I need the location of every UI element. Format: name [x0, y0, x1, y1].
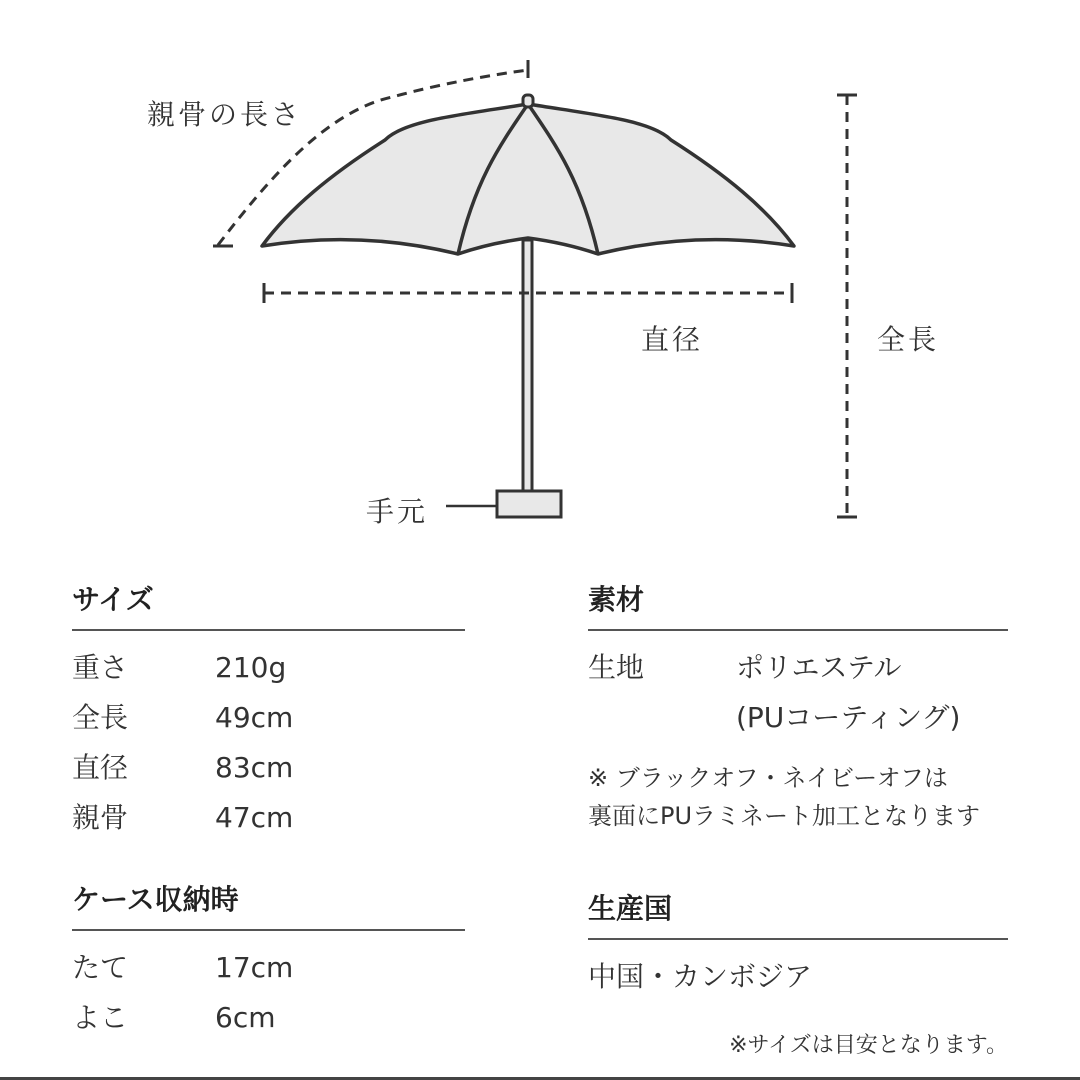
spec-value: 83cm	[215, 751, 294, 784]
material-section-divider	[588, 629, 1008, 631]
umbrella-canopy	[262, 104, 794, 254]
size-spec-list	[72, 643, 465, 843]
case-row-height	[72, 943, 465, 993]
spec-label: 生地	[588, 651, 645, 684]
case-spec-list	[72, 943, 465, 1043]
spec-value	[736, 643, 960, 743]
spec-label: 直径	[72, 751, 129, 784]
size-row-rib	[72, 793, 465, 843]
spec-value: 47cm	[215, 801, 294, 834]
material-row-fabric	[588, 643, 1008, 743]
right-column	[588, 578, 1008, 1002]
spec-label: よこ	[72, 1001, 129, 1034]
material-section-title: 素材	[588, 583, 645, 616]
material-value-line1: ポリエステル	[736, 651, 902, 684]
origin-section-title: 生産国	[588, 892, 673, 925]
material-value-line2: (PUコーティング)	[736, 701, 961, 734]
spec-label: 重さ	[72, 651, 129, 684]
spec-value: 6cm	[215, 1001, 276, 1034]
size-row-diameter	[72, 743, 465, 793]
size-section-divider	[72, 629, 465, 631]
size-row-weight	[72, 643, 465, 693]
total-length-label: 全長	[877, 323, 940, 356]
spec-value: 49cm	[215, 701, 294, 734]
spec-label: 親骨	[72, 801, 129, 834]
spec-value: 210g	[215, 651, 287, 684]
case-row-width	[72, 993, 465, 1043]
umbrella-tip	[523, 95, 533, 107]
origin-section-divider	[588, 938, 1008, 940]
case-section-title: ケース収納時	[72, 883, 239, 916]
spec-value: 17cm	[215, 951, 294, 984]
left-column	[72, 578, 465, 1043]
size-footnote: ※サイズは目安となります。	[729, 1033, 1008, 1058]
spec-label: たて	[72, 951, 129, 984]
rib-length-label: 親骨の長さ	[147, 98, 303, 131]
origin-value: 中国・カンボジア	[588, 960, 813, 993]
case-section-divider	[72, 929, 465, 931]
material-note	[588, 759, 1008, 835]
diameter-label: 直径	[641, 323, 704, 356]
umbrella-shaft	[523, 240, 532, 492]
spec-label: 全長	[72, 701, 129, 734]
material-note-line1: ※ ブラックオフ・ネイビーオフは	[588, 764, 948, 792]
material-note-line2: 裏面にPUラミネート加工となります	[588, 802, 981, 830]
umbrella-handle	[497, 491, 561, 517]
size-section-title: サイズ	[72, 583, 154, 616]
size-row-total-length	[72, 693, 465, 743]
handle-label: 手元	[366, 495, 429, 528]
